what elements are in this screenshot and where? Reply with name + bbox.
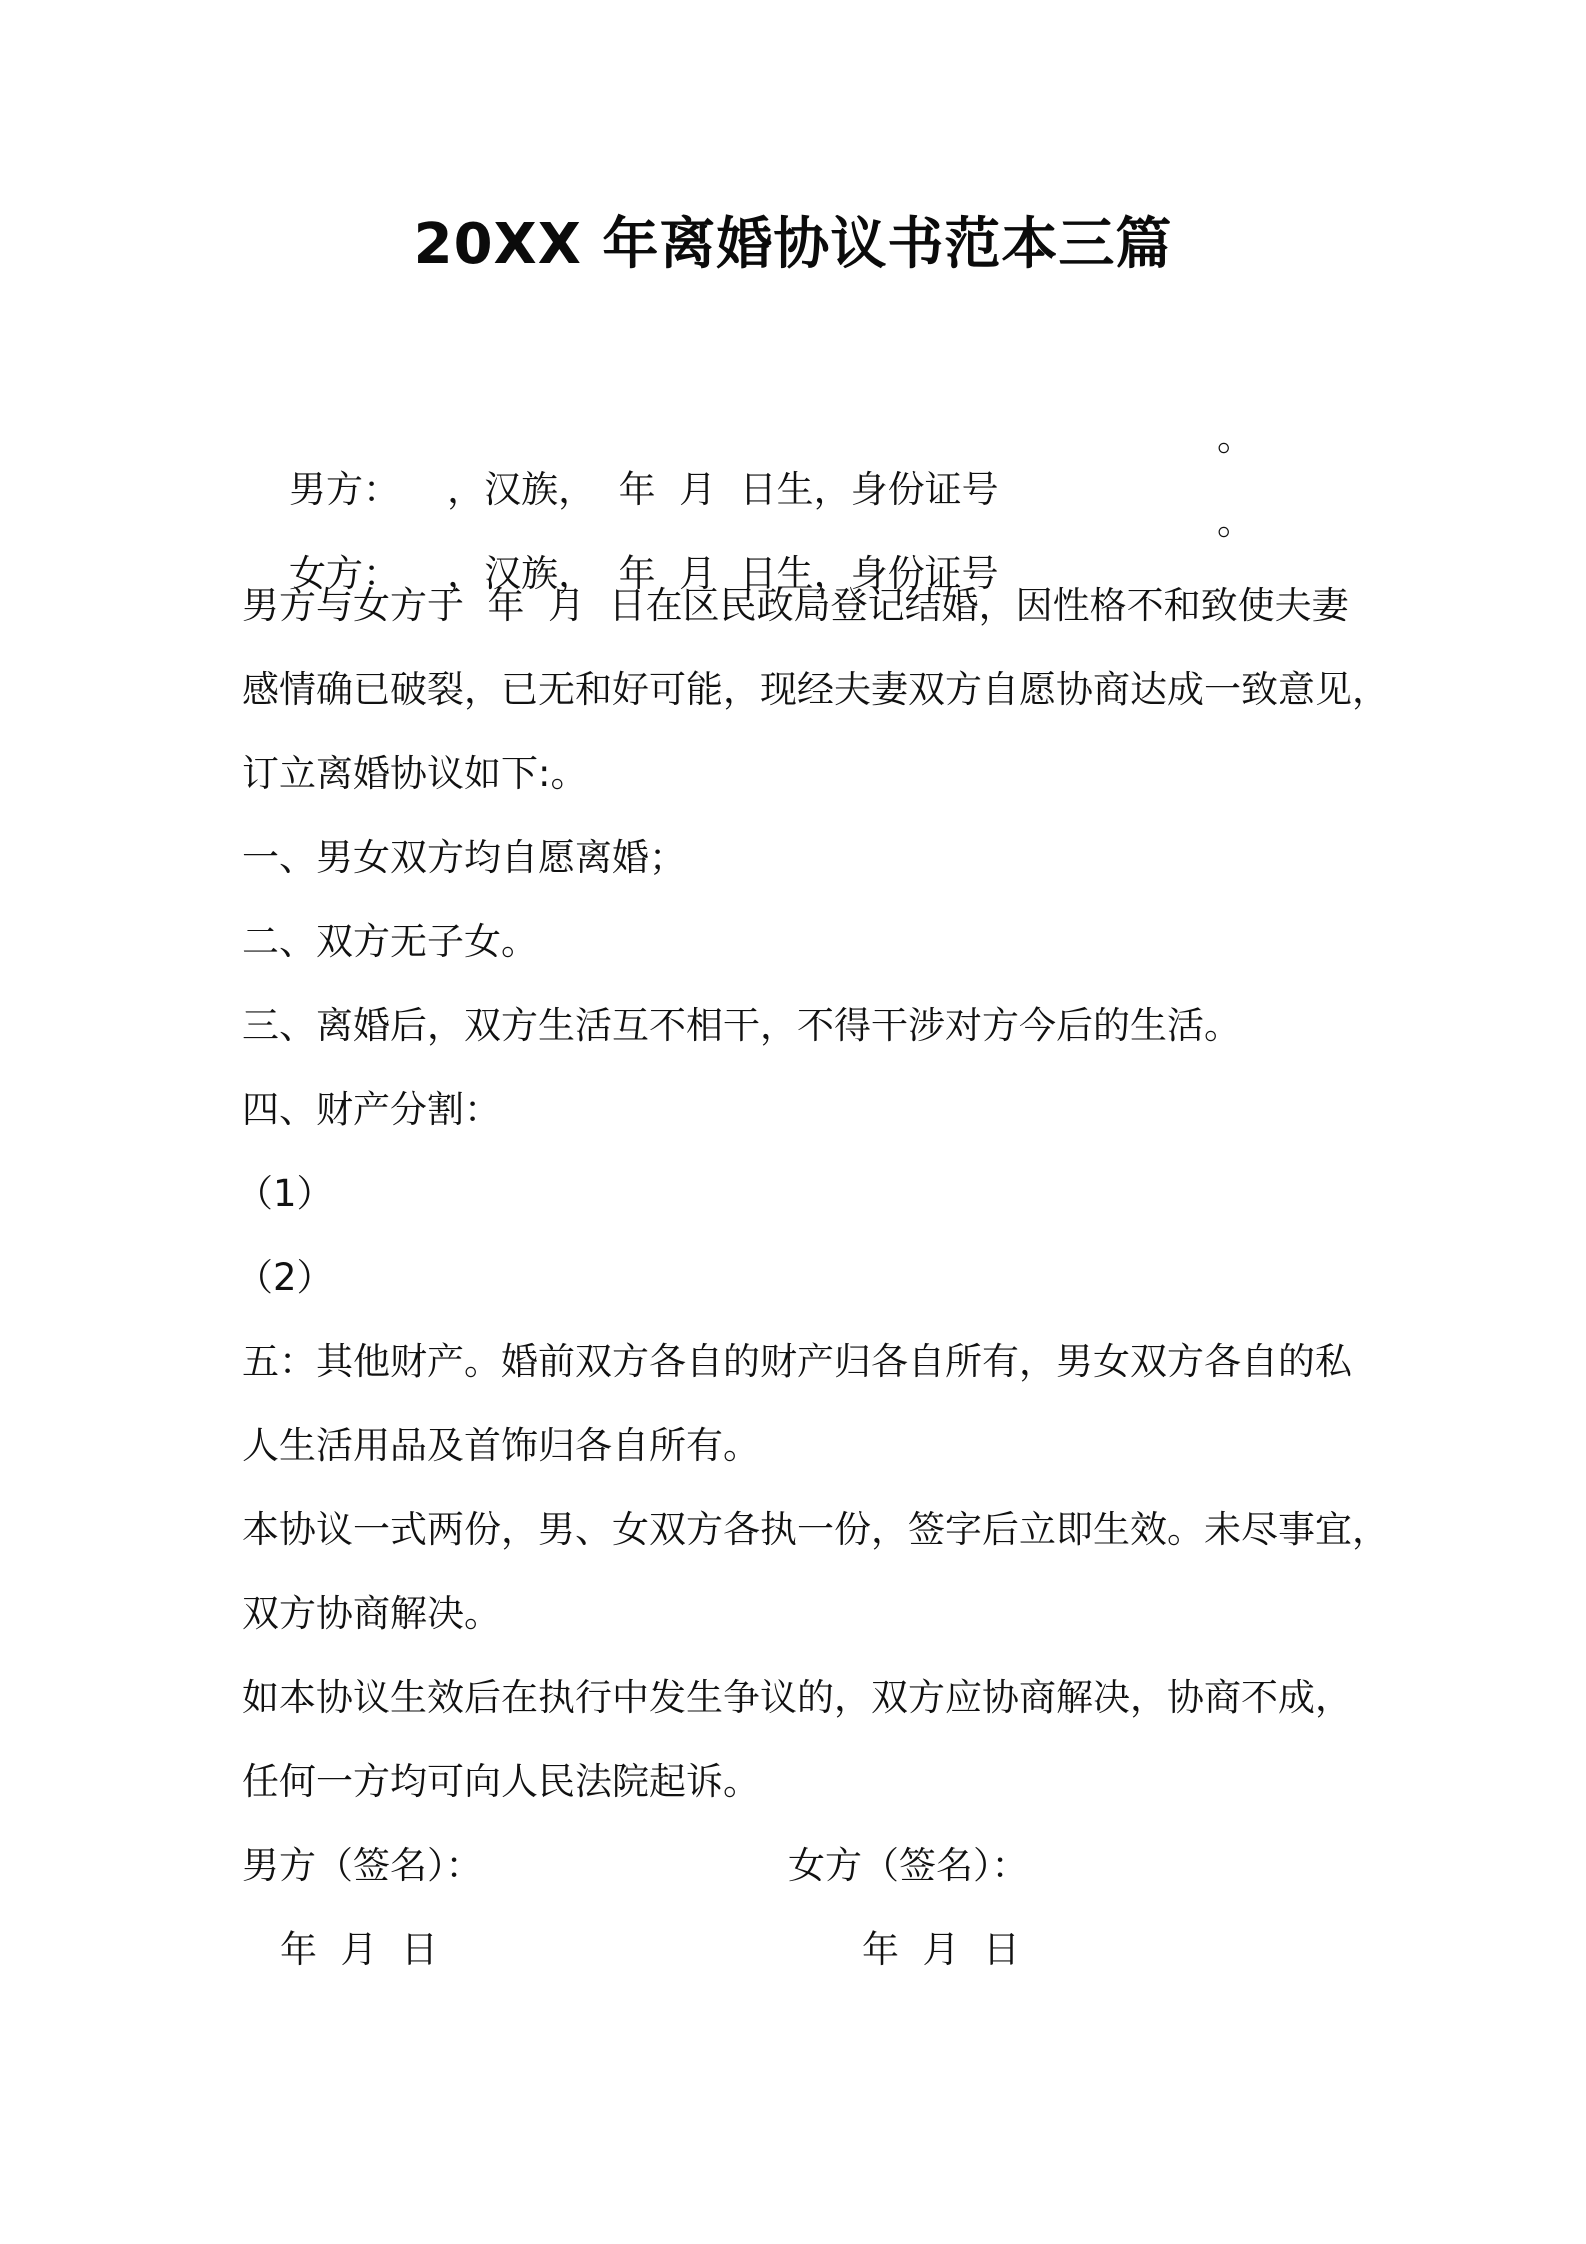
clause-3: 三、离婚后，双方生活互不相干，不得干涉对方今后的生活。 (242, 1004, 1241, 1047)
document-title: 20XX 年离婚协议书范本三篇 (413, 212, 1173, 277)
property-item-1: （1） (236, 1172, 334, 1215)
intro-line-2: 感情确已破裂，已无和好可能，现经夫妻双方自愿协商达成一致意见， (242, 668, 1389, 711)
dispute-line-2: 任何一方均可向人民法院起诉。 (242, 1760, 760, 1803)
copies-line-2: 双方协商解决。 (242, 1592, 501, 1635)
clause-4: 四、财产分割： (242, 1088, 501, 1131)
male-info-end: 。 (1217, 416, 1254, 459)
female-date-line: 年 月 日 (862, 1928, 1021, 1971)
female-signature-label: 女方（签名）： (788, 1844, 1029, 1887)
intro-line-3: 订立离婚协议如下:。 (242, 752, 588, 795)
intro-line-1: 男方与女方于 年 月 日在区民政局登记结婚，因性格不和致使夫妻 (242, 584, 1349, 627)
female-info-end: 。 (1217, 500, 1254, 543)
property-item-2: （2） (236, 1256, 334, 1299)
dispute-line-1: 如本协议生效后在执行中发生争议的，双方应协商解决，协商不成， (242, 1676, 1352, 1719)
clause-2: 二、双方无子女。 (242, 920, 538, 963)
male-info-text: 男方： ，汉族， 年 月 日生，身份证号 (289, 468, 999, 511)
clause-1: 一、男女双方均自愿离婚； (242, 836, 686, 879)
male-signature-label: 男方（签名）： (242, 1844, 483, 1887)
clause-5-line-2: 人生活用品及首饰归各自所有。 (242, 1424, 760, 1467)
copies-line-1: 本协议一式两份，男、女双方各执一份，签字后立即生效。未尽事宜， (242, 1508, 1389, 1551)
male-date-line: 年 月 日 (280, 1928, 439, 1971)
female-info-text: 女方： ，汉族， 年 月 日生，身份证号 (289, 552, 999, 595)
clause-5-line-1: 五：其他财产。婚前双方各自的财产归各自所有，男女双方各自的私 (242, 1340, 1352, 1383)
